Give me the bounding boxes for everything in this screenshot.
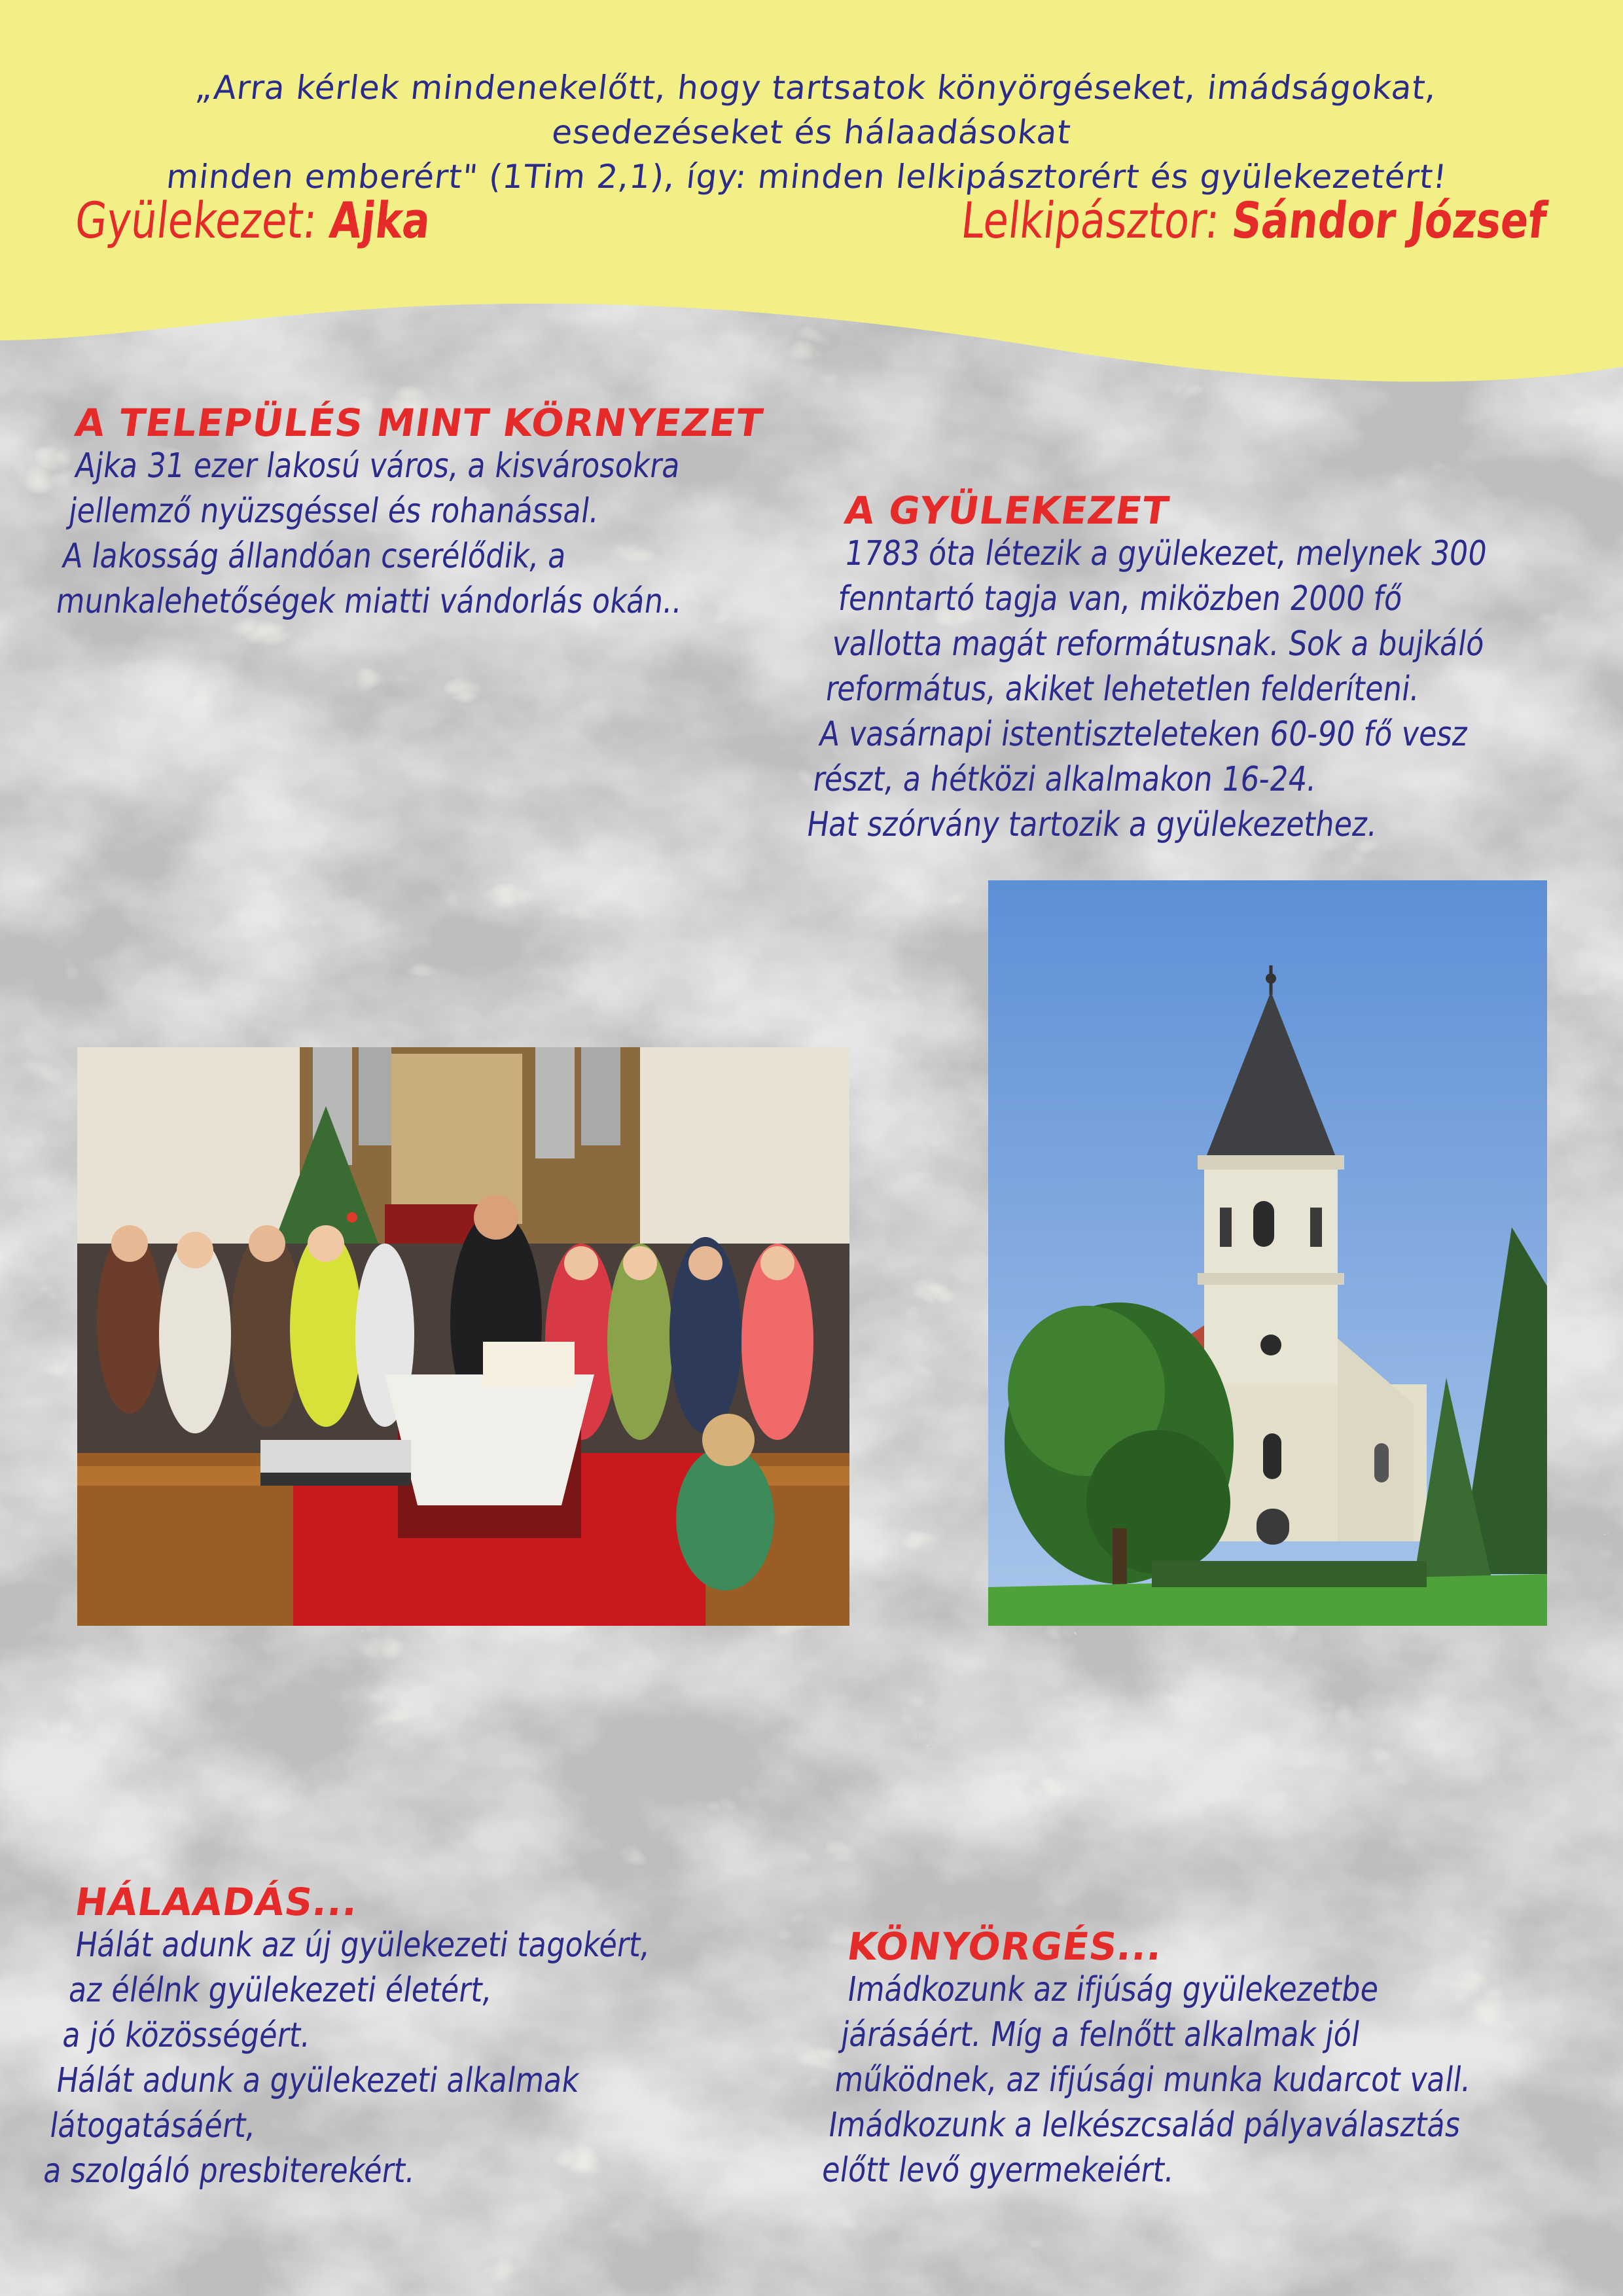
congregation-label: Gyülekezet:: [72, 191, 333, 249]
section-title: A TELEPÜLÉS MINT KÖRNYEZET: [72, 401, 766, 445]
body-line: működnek, az ifjúsági munka kudarcot vall.: [832, 2060, 1474, 2100]
body-line: A lakosság állandóan cserélődik, a: [60, 537, 569, 576]
body-line: vallotta magát reformátusnak. Sok a bujkáló: [829, 624, 1488, 664]
section-congregation: [804, 488, 1606, 848]
section-title: A GYÜLEKEZET: [842, 488, 1172, 533]
section-body: [819, 1967, 1487, 2193]
section-body: [804, 531, 1500, 848]
section-title: HÁLAADÁS...: [72, 1880, 362, 1924]
pastor-name: Sándor József: [1229, 191, 1550, 249]
body-line: a jó közösségért.: [60, 2016, 313, 2055]
body-line: munkalehetőségek miatti vándorlás okán..: [53, 582, 685, 621]
body-line: Hálát adunk a gyülekezeti alkalmak: [53, 2061, 582, 2100]
body-line: járásáért. Míg a felnőtt alkalmak jól: [838, 2015, 1363, 2054]
section-thanksgiving: [41, 1880, 747, 2194]
choir-photo: [77, 1047, 849, 1626]
body-line: fenntartó tagja van, miközben 2000 fő: [836, 579, 1405, 619]
body-line: jellemző nyüzsgéssel és rohanással.: [66, 492, 602, 531]
section-petition: [819, 1924, 1590, 2193]
body-line: református, akiket lehetetlen felderíteni.: [823, 670, 1423, 709]
section-title: KÖNYÖRGÉS...: [844, 1924, 1166, 1969]
body-line: részt, a hétközi alkalmakon 16-24.: [810, 760, 1319, 799]
body-line: a szolgáló presbiterekért.: [41, 2151, 418, 2191]
body-line: Imádkozunk az ifjúság gyülekezetbe: [845, 1970, 1382, 2009]
section-body: [41, 1923, 653, 2194]
body-line: Ajka 31 ezer lakosú város, a kisvárosokra: [73, 446, 683, 486]
pastor-label: Lelkipásztor:: [959, 191, 1236, 249]
quote-line: „Arra kérlek mindenekelőtt, hogy tartsatok könyörgéseket, imádságokat, esedezéseket és hálaadásokat: [193, 69, 1439, 151]
congregation-heading: [73, 191, 433, 249]
body-line: Hat szórvány tartozik a gyülekezethez.: [804, 805, 1380, 844]
body-line: Hálát adunk az új gyülekezeti tagokért,: [73, 1926, 653, 1965]
body-line: A vasárnapi istentiszteleteken 60-90 fő vesz: [817, 715, 1471, 754]
section-settlement: [53, 401, 806, 624]
congregation-name: Ajka: [327, 191, 433, 249]
body-line: Imádkozunk a lelkészcsalád pályaválasztás: [825, 2106, 1463, 2145]
body-line: 1783 óta létezik a gyülekezet, melynek 300: [842, 534, 1489, 573]
pastor-heading: [959, 191, 1550, 249]
church-photo: [988, 880, 1547, 1626]
body-line: előtt levő gyermekeiért.: [819, 2151, 1177, 2190]
section-body: [53, 444, 704, 624]
body-line: az élélnk gyülekezeti életért,: [66, 1971, 495, 2010]
body-line: látogatásáért,: [47, 2106, 259, 2145]
scripture-quote: [84, 65, 1538, 199]
quote-line: minden emberért" (1Tim 2,1), így: minden lelkipásztorért és gyülekezetért!: [164, 158, 1450, 196]
